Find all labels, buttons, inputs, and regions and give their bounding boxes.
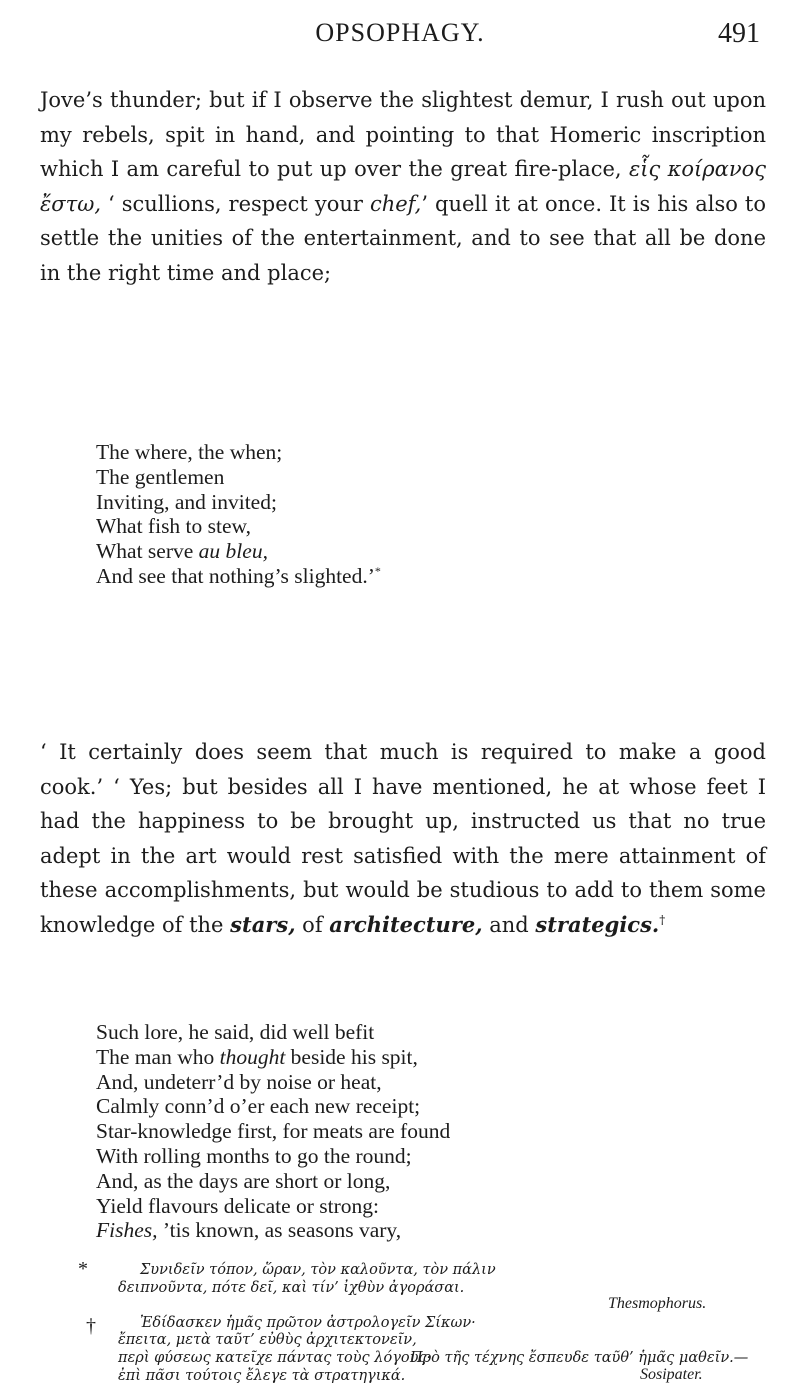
footnote-star-mark: * <box>78 1258 88 1280</box>
footnote-source-thesmophorus: Thesmophorus. <box>608 1295 707 1313</box>
footnote-source-sosipater: Sosipater. <box>640 1365 703 1383</box>
thought-word: thought <box>219 1044 286 1069</box>
verse-line: The where, the when; <box>96 440 283 464</box>
page-header <box>40 18 760 58</box>
page-number: 491 <box>718 18 760 49</box>
verse-line: The gentlemen <box>96 464 225 489</box>
paragraph-2 <box>40 735 766 942</box>
verse-2 <box>96 1020 696 1243</box>
paragraph-2-of: of <box>295 912 330 937</box>
footnote-dagger-mark: † <box>86 1314 96 1337</box>
verse-line <box>96 539 696 564</box>
architecture-word: architecture, <box>329 911 483 937</box>
homeric-inscription: εἷς κοίρανος ἔστω, <box>40 157 766 216</box>
verse-line-text: beside his spit, <box>285 1044 418 1069</box>
stars-word: stars, <box>230 911 296 937</box>
footnote-greek-line: Ἐδίδασκεν ἡμᾶς πρῶτον ἀστρολογεῖν Σίκων· <box>140 1314 476 1331</box>
verse-line: Inviting, and invited; <box>96 489 277 514</box>
footnote-greek-line: Πρὸ τῆς τέχνης ἔσπευδε ταῦθ’ ἡμᾶς μαθεῖν.— <box>410 1350 749 1366</box>
verse-line-text: What serve <box>96 539 199 564</box>
verse-line-text: ’tis known, as seasons vary, <box>157 1218 402 1243</box>
verse-line-text: And see that nothing’s slighted.’ <box>96 563 375 588</box>
footnote-ref-star: * <box>374 563 381 578</box>
footnote-greek-line: ἔπειτα, μετὰ ταῦτ’ εὐθὺς ἀρχιτεκτονεῖν, <box>118 1332 417 1349</box>
footnote-greek-line: Συνιδεῖν τόπον, ὥραν, τὸν καλοῦντα, τὸν πάλιν <box>140 1262 496 1278</box>
paragraph-1-text-a: Jove’s thunder; but if I observe the slightest demur, I rush out upon my rebels, spit in hand, and pointing to that Homeric inscription which I am careful to put up over the great fire-place, <box>40 88 766 181</box>
chef-word: chef, <box>369 191 422 216</box>
footnote-greek-line: περὶ φύσεως κατεῖχε πάντας τοὺς λόγους· <box>118 1350 432 1366</box>
au-bleu: au bleu, <box>198 539 268 564</box>
verse-line: What fish to stew, <box>96 514 252 539</box>
verse-line: Yield flavours delicate or strong: <box>96 1193 380 1218</box>
verse-line: And, as the days are short or long, <box>96 1168 391 1193</box>
verse-line-text: The man who <box>96 1044 220 1069</box>
strategics-word: strategics. <box>535 911 660 937</box>
verse-line: Such lore, he said, did well befit <box>96 1020 375 1044</box>
verse-line <box>96 1218 696 1243</box>
verse-line: Star-knowledge first, for meats are found <box>96 1119 451 1144</box>
paragraph-2-and: and <box>482 912 536 937</box>
verse-line: With rolling months to go the round; <box>96 1143 412 1168</box>
footnote-greek-line: δειπνοῦντα, πότε δεῖ, καὶ τίν’ ἰχθὺν ἀγοράσαι. <box>118 1279 465 1296</box>
footnote-greek-line: ἐπὶ πᾶσι τούτοις ἔλεγε τὰ στρατηγικά. <box>118 1367 406 1384</box>
paragraph-1-text-c: ’ quell it at once. It is his also to settle the unities of the entertainment, and to see that all be done in the right time and place; <box>40 191 766 285</box>
paragraph-1-text-b: ‘ scullions, respect your <box>101 191 370 216</box>
verse-line: And, undeterr’d by noise or heat, <box>96 1069 382 1094</box>
paragraph-2-text-a: ‘ It certainly does seem that much is required to make a good cook.’ ‘ Yes; but besides all I have mentioned, he at whose feet I had the happiness to be brought up, instructed us that no true adept in the art would rest satisfied with the mere attainment of these accomplishments, but would be studious to add to them some knowledge of the <box>40 740 766 937</box>
verse-line: Calmly conn’d o’er each new receipt; <box>96 1094 421 1119</box>
verse-line <box>96 1045 696 1070</box>
fishes-word: Fishes, <box>96 1218 158 1243</box>
running-title: OPSOPHAGY. <box>315 18 485 47</box>
footnote-ref-dagger: † <box>659 912 666 927</box>
verse-line <box>96 564 696 589</box>
paragraph-1 <box>40 83 766 290</box>
verse-1 <box>96 440 696 589</box>
